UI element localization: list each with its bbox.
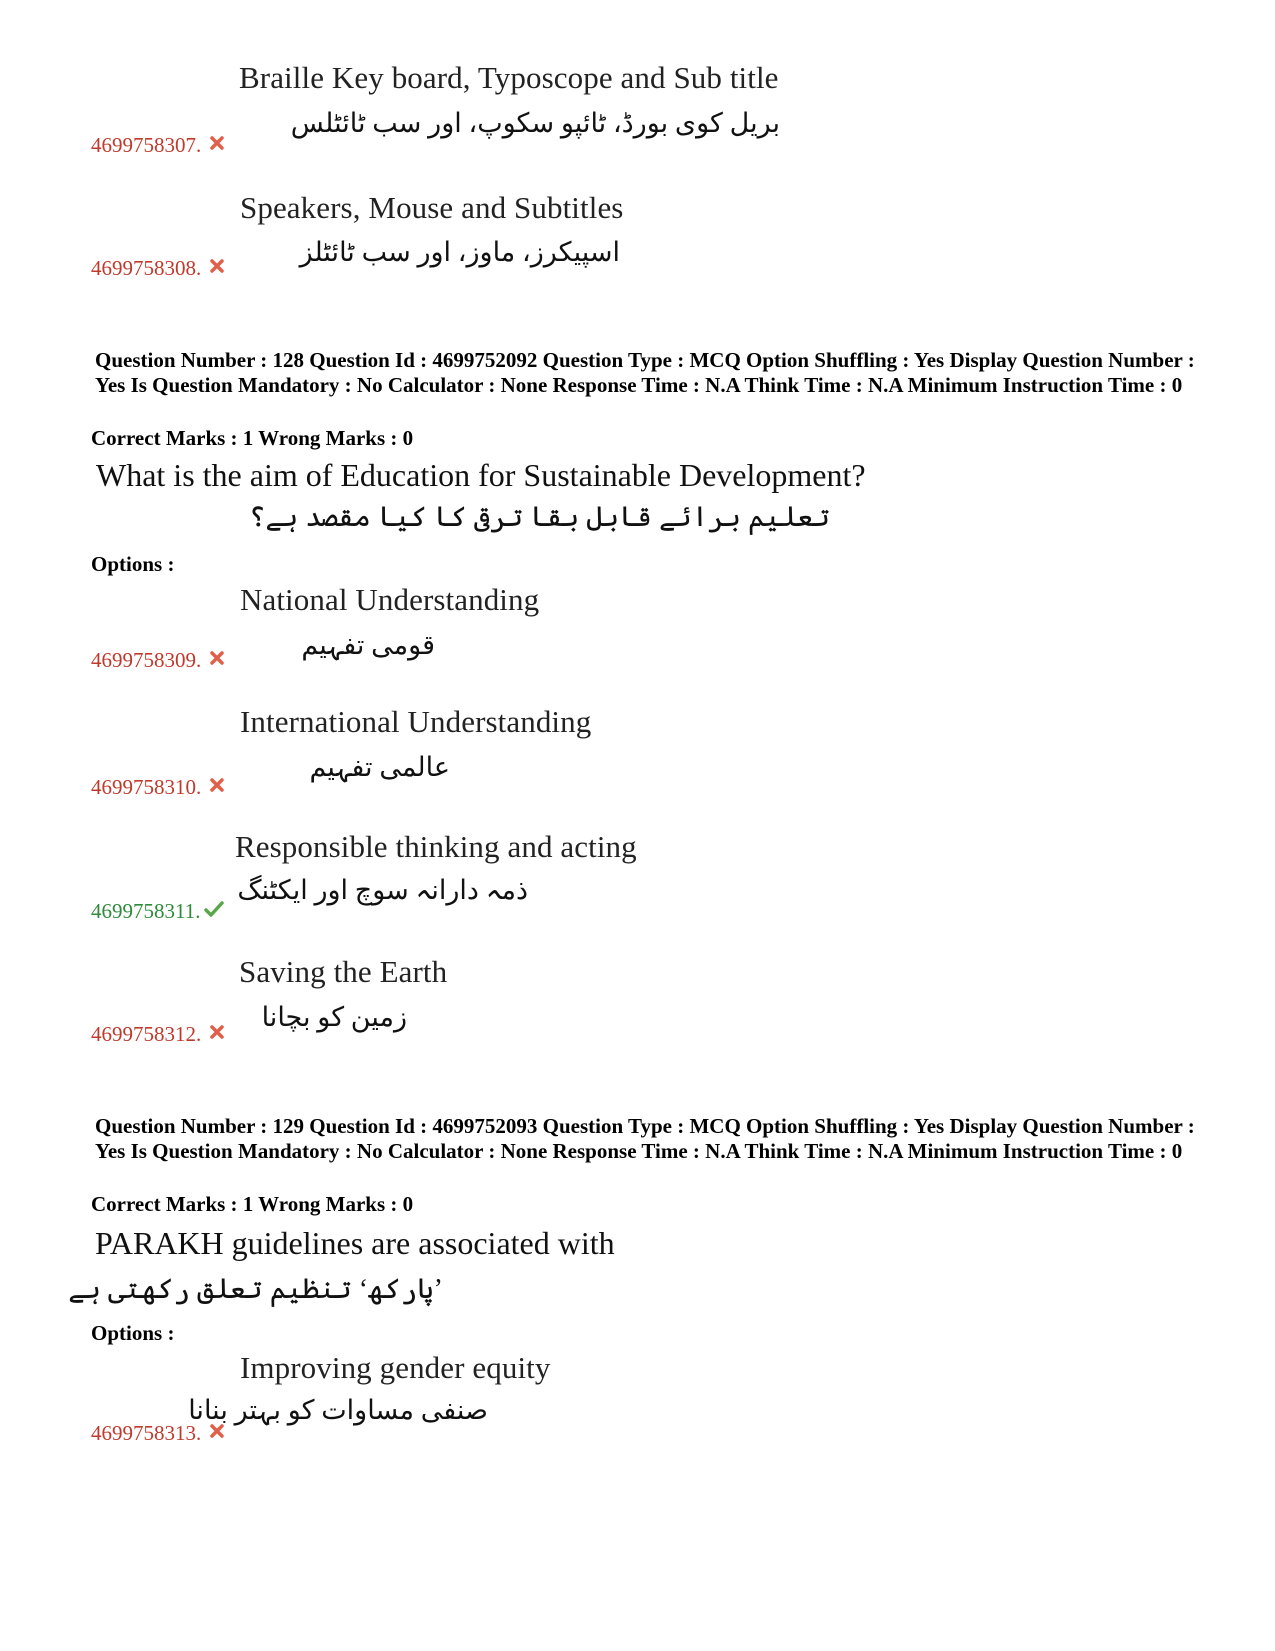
- option-id-text: 4699758309.: [91, 648, 202, 672]
- question-text-ur: ’پارکھ‘ تنظیم تعلق رکھتی ہے: [68, 1274, 443, 1305]
- option-id: [91, 775, 225, 800]
- option-text-en: Speakers, Mouse and Subtitles: [240, 190, 624, 225]
- option-id-text: 4699758313.: [91, 1421, 202, 1445]
- option-id-text: 4699758312.: [91, 1022, 202, 1046]
- option-text-ur: اسپیکرز، ماوز، اور سب ٹائٹلز: [299, 237, 620, 267]
- option-text-en: Improving gender equity: [240, 1350, 551, 1385]
- question-marks: Correct Marks : 1 Wrong Marks : 0: [91, 426, 414, 450]
- option-text-en: National Understanding: [240, 582, 540, 617]
- option-id-text: 4699758311.: [91, 899, 201, 923]
- cross-icon: [209, 132, 225, 148]
- question-meta: Question Number : 129 Question Id : 4699752093 Question Type : MCQ Option Shuffling : Yes Display Question Number : Yes Is Question Mandatory : No Calculator : None Response Time : N.A Think Time : N.A Minimum Instruction Time : 0: [95, 1114, 1195, 1163]
- option-text-ur: صنفی مساوات کو بہتر بنانا: [188, 1395, 488, 1425]
- option-id: [91, 256, 225, 281]
- options-label: Options :: [91, 1321, 175, 1345]
- cross-icon: [209, 647, 225, 663]
- option-id: [91, 1421, 225, 1446]
- question-text-en: PARAKH guidelines are associated with: [95, 1225, 615, 1261]
- option-text-en: Braille Key board, Typoscope and Sub title: [239, 60, 779, 95]
- question-text-en: What is the aim of Education for Sustainable Development?: [96, 457, 866, 493]
- check-icon: [204, 898, 224, 914]
- option-text-en: International Understanding: [240, 704, 592, 739]
- option-text-ur: عالمی تفہیم: [309, 752, 450, 782]
- option-id: [91, 899, 224, 924]
- option-id-text: 4699758307.: [91, 133, 202, 157]
- option-text-ur: زمین کو بچانا: [261, 1002, 407, 1032]
- option-text-ur: ذمہ دارانہ سوچ اور ایکٹنگ: [237, 875, 528, 905]
- option-id-text: 4699758310.: [91, 775, 202, 799]
- question-meta: Question Number : 128 Question Id : 4699752092 Question Type : MCQ Option Shuffling : Yes Display Question Number : Yes Is Question Mandatory : No Calculator : None Response Time : N.A Think Time : N.A Minimum Instruction Time : 0: [95, 348, 1195, 397]
- cross-icon: [209, 1420, 225, 1436]
- options-label: Options :: [91, 552, 175, 576]
- option-text-ur: قومی تفہیم: [301, 630, 435, 660]
- cross-icon: [209, 255, 225, 271]
- option-id-text: 4699758308.: [91, 256, 202, 280]
- option-text-en: Saving the Earth: [239, 954, 448, 989]
- option-text-en: Responsible thinking and acting: [235, 829, 637, 864]
- question-marks: Correct Marks : 1 Wrong Marks : 0: [91, 1192, 414, 1216]
- option-id: [91, 648, 225, 673]
- option-text-ur: بریل کوی بورڈ، ٹائپو سکوپ، اور سب ٹائٹلس: [290, 108, 780, 138]
- option-id: [91, 133, 225, 158]
- option-id: [91, 1022, 225, 1047]
- cross-icon: [209, 774, 225, 790]
- cross-icon: [209, 1021, 225, 1037]
- question-text-ur: تعلیم برائے قابل بقا ترقی کا کیا مقصد ہے؟: [249, 502, 830, 533]
